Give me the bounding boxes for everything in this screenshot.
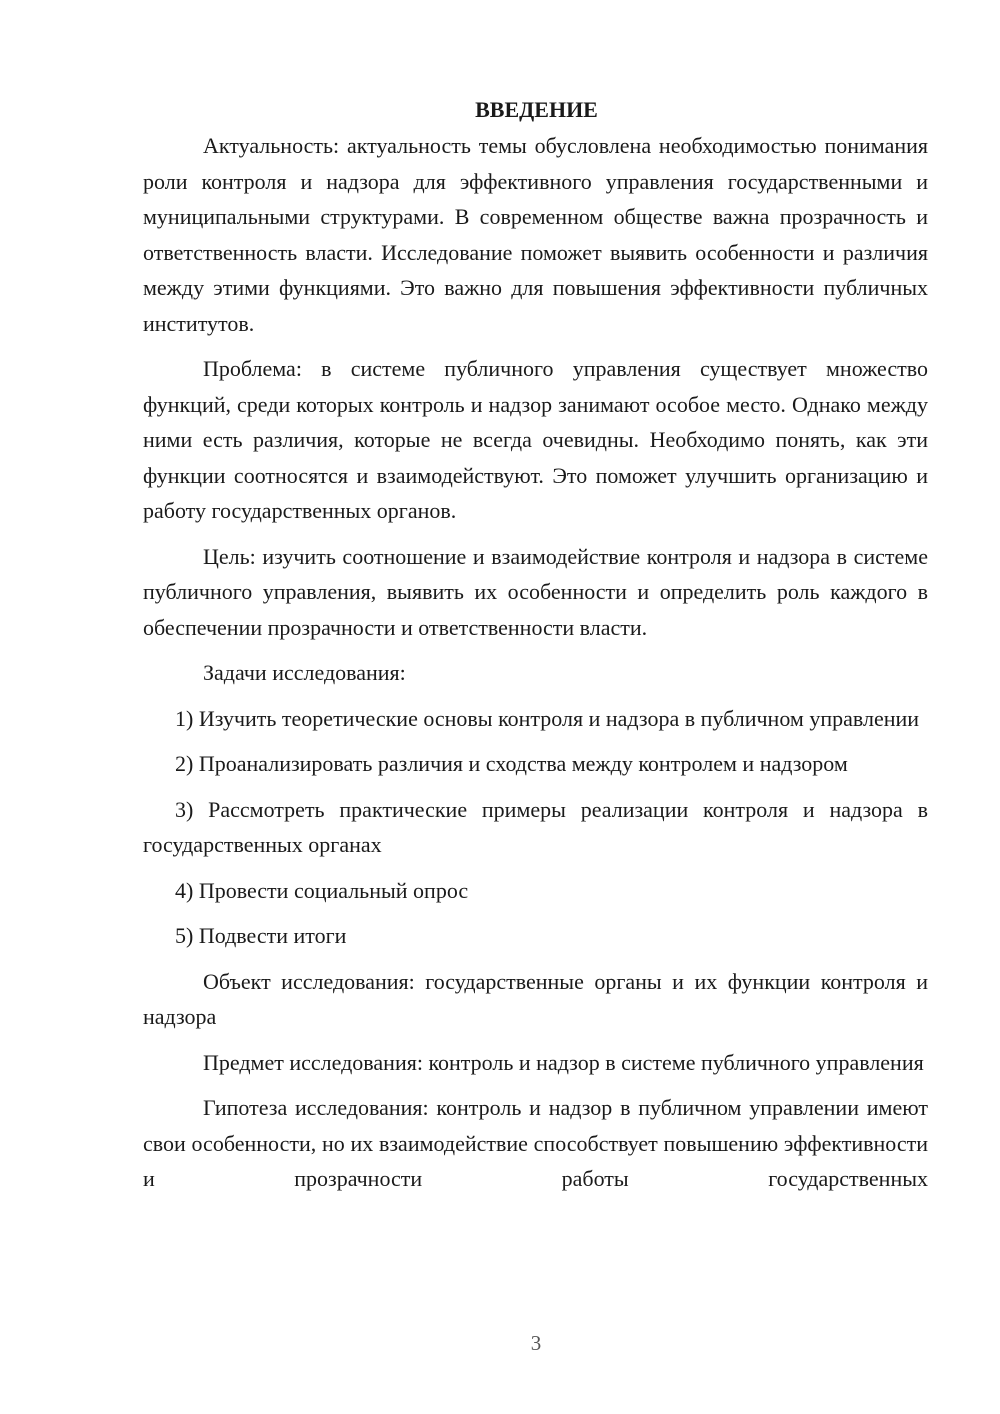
- list-item: 4) Провести социальный опрос: [175, 877, 469, 903]
- document-page: [143, 94, 928, 1197]
- tasks-list: [143, 701, 928, 954]
- list-item: 2) Проанализировать различия и сходства между контролем и надзором: [175, 751, 848, 776]
- paragraph-hypothesis: Гипотеза исследования: контроль и надзор в публичном управлении имеют свои особенности, но их взаимодействие способствует повышению эффективности и прозрачности работы государственных: [143, 1095, 928, 1191]
- paragraph-subject: Предмет исследования: контроль и надзор в системе публичного управления: [203, 1049, 924, 1075]
- list-item: 1) Изучить теоретические основы контроля и надзора в публичном управлении: [175, 705, 920, 731]
- list-item: 3) Рассмотреть практические примеры реализации контроля и надзора в государственных органах: [143, 796, 928, 857]
- list-item: 5) Подвести итоги: [175, 923, 347, 948]
- tasks-heading: Задачи исследования:: [203, 660, 406, 685]
- paragraph-object: Объект исследования: государственные органы и их функции контроля и надзора: [143, 968, 928, 1029]
- paragraph-goal: Цель: изучить соотношение и взаимодействие контроля и надзора в системе публичного управления, выявить их особенности и определить роль каждого в обеспечении прозрачности и ответственности власти.: [143, 543, 928, 640]
- paragraph-relevance: Актуальность: актуальность темы обусловлена необходимостью понимания роли контроля и надзора для эффективного управления государственными и муниципальными структурами. В современном обществе важна прозрачность и ответственность власти. Исследование поможет выявить особенности и различия между этими функциями. Это важно для повышения эффективности публичных институтов.: [143, 133, 928, 336]
- page-number: 3: [530, 1331, 542, 1355]
- paragraph-problem: Проблема: в системе публичного управления существует множество функций, среди которых контроль и надзор занимают особое место. Однако между ними есть различия, которые не всегда очевидны. Необходимо понять, как эти функции соотносятся и взаимодействуют. Это поможет улучшить организацию и работу государственных органов.: [143, 356, 928, 523]
- page-title: ВВЕДЕНИЕ: [475, 97, 598, 122]
